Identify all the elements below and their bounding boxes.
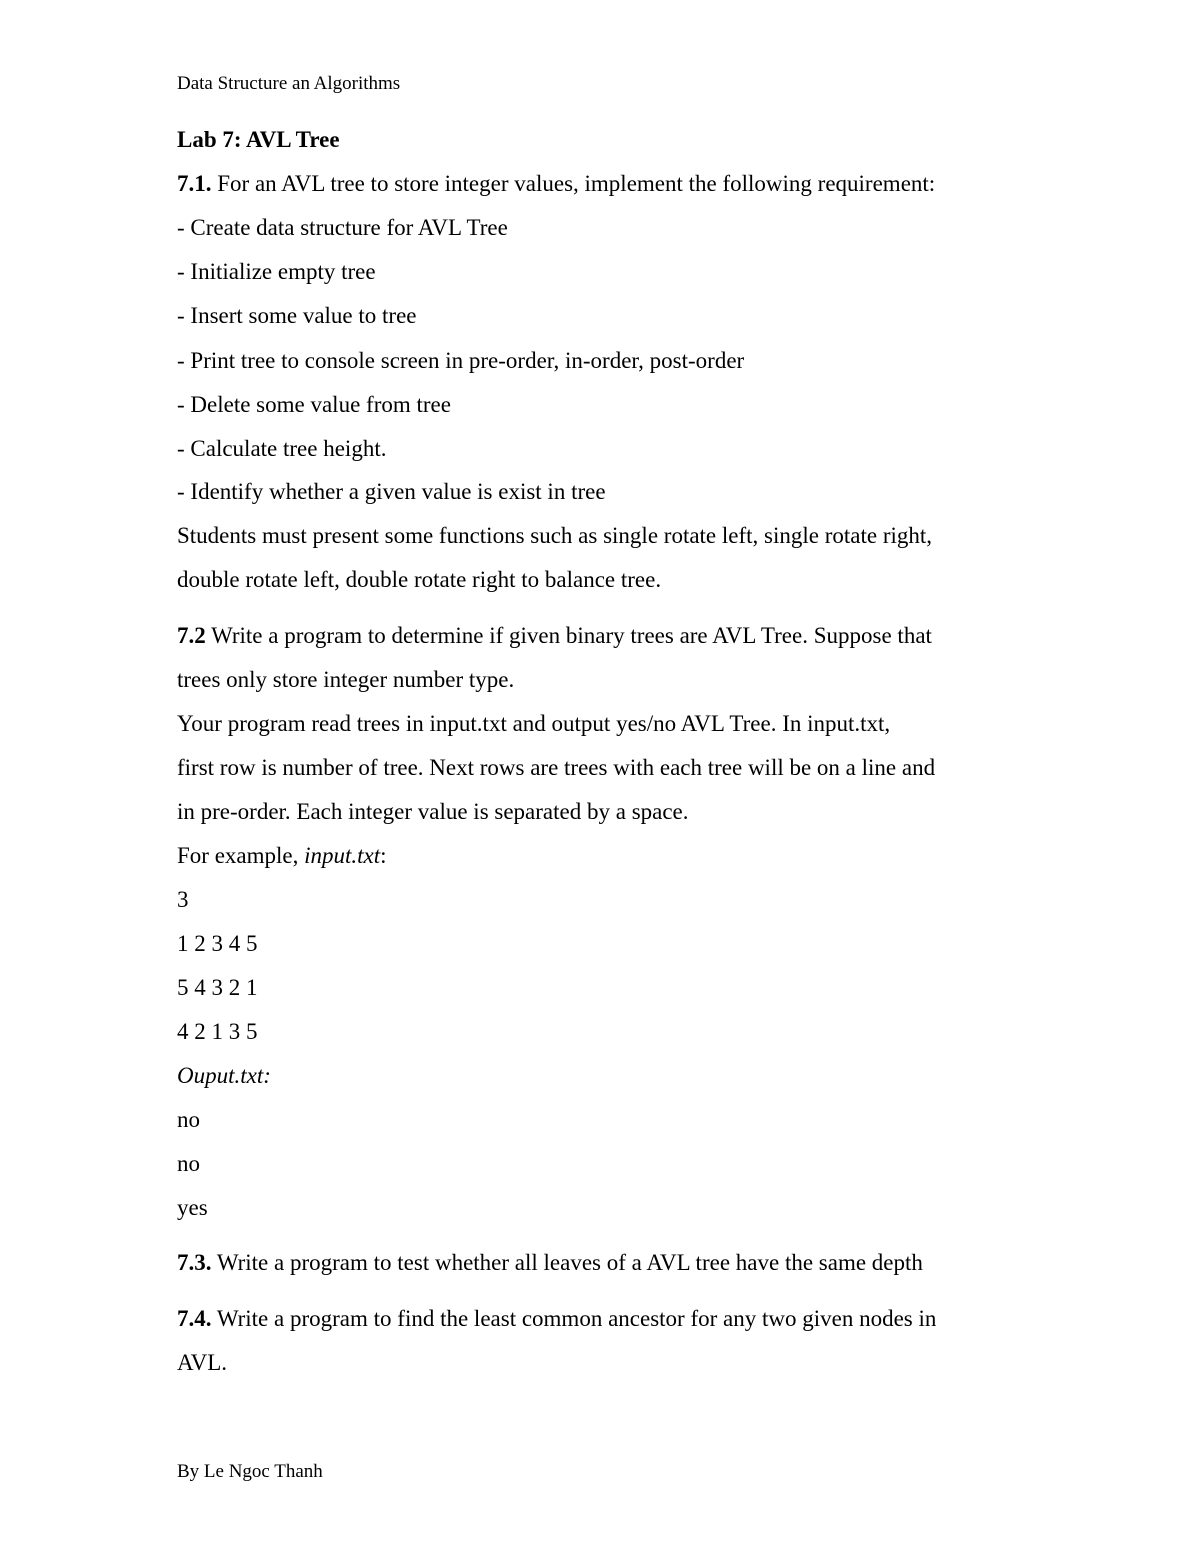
section-text: Write a program to test whether all leaves of a AVL tree have the same depth — [211, 1250, 923, 1275]
section-note: Students must present some functions such as single rotate left, single rotate right, — [177, 523, 933, 548]
requirement-item: - Delete some value from tree — [177, 392, 451, 417]
section-text: trees only store integer number type. — [177, 667, 515, 692]
input-line: 5 4 3 2 1 — [177, 975, 258, 1000]
lab-title: Lab 7: AVL Tree — [177, 127, 340, 152]
page-header — [177, 72, 400, 96]
section-7-4 — [177, 1305, 936, 1333]
example-heading — [177, 842, 387, 870]
requirement-item: - Insert some value to tree — [177, 303, 417, 328]
requirement-item: - Create data structure for AVL Tree — [177, 215, 508, 240]
section-7-1-intro — [177, 170, 935, 198]
paragraph-line: Your program read trees in input.txt and output yes/no AVL Tree. In input.txt, — [177, 711, 891, 736]
section-number: 7.4. — [177, 1306, 212, 1331]
example-filename: input.txt — [304, 843, 381, 868]
page-footer — [177, 1460, 323, 1484]
section-text: AVL. — [177, 1350, 228, 1375]
output-line: no — [177, 1107, 200, 1132]
section-text: Write a program to determine if given binary trees are AVL Tree. Suppose that — [205, 623, 932, 648]
output-line: yes — [177, 1195, 208, 1220]
output-filename: Ouput.txt: — [177, 1063, 271, 1088]
input-line: 3 — [177, 887, 189, 912]
section-7-2-intro — [177, 622, 932, 650]
requirement-item: - Initialize empty tree — [177, 259, 376, 284]
author: By Le Ngoc Thanh — [177, 1461, 323, 1482]
section-text: Write a program to find the least common ancestor for any two given nodes in — [211, 1306, 937, 1331]
section-number: 7.3. — [177, 1250, 212, 1275]
output-line: no — [177, 1151, 200, 1176]
input-line: 4 2 1 3 5 — [177, 1019, 258, 1044]
paragraph-line: in pre-order. Each integer value is separated by a space. — [177, 799, 689, 824]
requirement-item: - Calculate tree height. — [177, 436, 387, 461]
requirement-item: - Identify whether a given value is exist in tree — [177, 479, 606, 504]
section-note: double rotate left, double rotate right to balance tree. — [177, 567, 662, 592]
section-7-3 — [177, 1249, 923, 1277]
output-label — [177, 1062, 271, 1090]
input-line: 1 2 3 4 5 — [177, 931, 258, 956]
paragraph-line: first row is number of tree. Next rows are trees with each tree will be on a line and — [177, 755, 936, 780]
course-title: Data Structure an Algorithms — [177, 73, 401, 94]
requirement-item: - Print tree to console screen in pre-order, in-order, post-order — [177, 348, 745, 373]
example-suffix: : — [380, 843, 387, 868]
section-text: For an AVL tree to store integer values, implement the following requirement: — [211, 171, 936, 196]
example-prefix: For example, — [177, 843, 305, 868]
section-number: 7.1. — [177, 171, 212, 196]
section-number: 7.2 — [177, 623, 206, 648]
